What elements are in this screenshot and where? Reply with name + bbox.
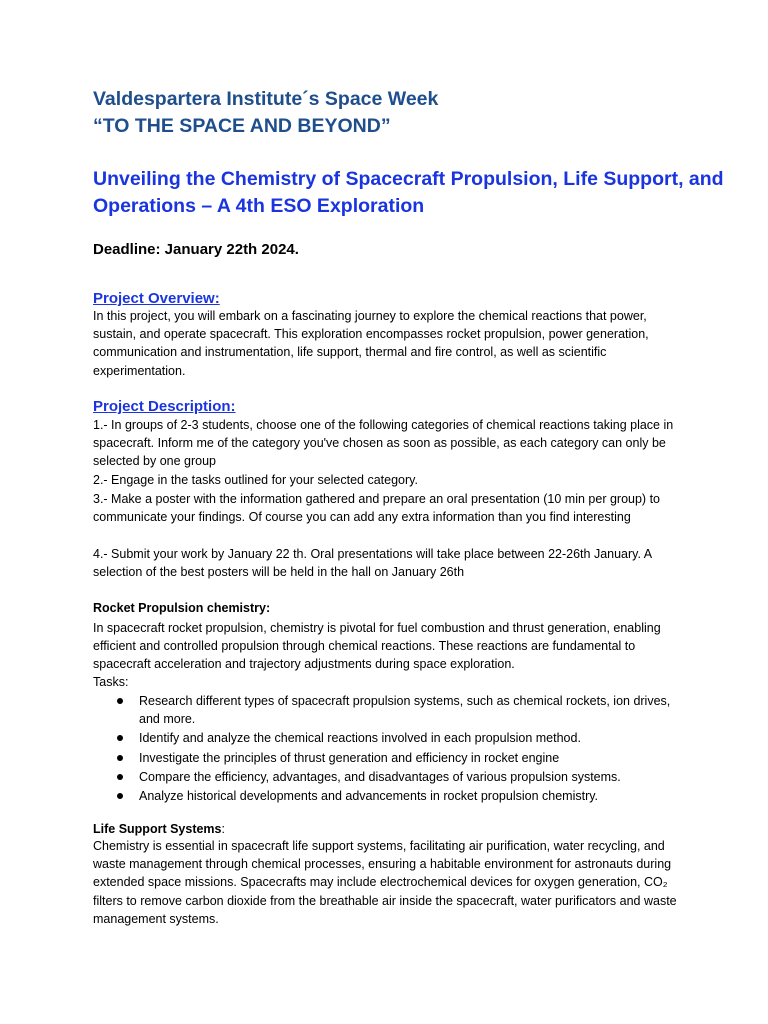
overview-text: In this project, you will embark on a fascinating journey to explore the chemical reactions that power, sustain, and operate spacecraft. This exploration encompasses rocket propulsion, power generation, communication and instrumentation, life support, thermal and fire control, as well as scientific experimentation. [93,309,649,378]
rocket-heading: Rocket Propulsion chemistry: [93,601,271,615]
list-item [93,749,683,767]
list-item [93,692,683,728]
list-item [93,729,683,747]
life-heading: Life Support Systems [93,822,222,836]
description-item-2: 2.- Engage in the tasks outlined for your selected category. [93,473,418,487]
description-item-3: 3.- Make a poster with the information gathered and prepare an oral presentation (10 min per group) to communicate your findings. Of course you can add any extra information than you find interesting [93,492,660,525]
rocket-task-list [93,692,683,806]
description-item-4: 4.- Submit your work by January 22 th. Oral presentations will take place between 22-26th January. A selection of the best posters will be held in the hall on January 26th [93,547,652,580]
rocket-text: In spacecraft rocket propulsion, chemistry is pivotal for fuel combustion and thrust generation, enabling efficient and controlled propulsion through chemical reactions. These reactions are fundamental to spacecraft acceleration and trajectory adjustments during space exploration. [93,621,661,672]
description-heading: Project Description: [93,398,236,415]
bullet-icon [117,774,123,780]
tasks-label: Tasks: [93,675,129,689]
project-title: Unveiling the Chemistry of Spacecraft Propulsion, Life Support, and Operations – A 4th ESO Exploration [93,168,724,217]
life-heading-colon: : [221,822,225,836]
task-text: Investigate the principles of thrust generation and efficiency in rocket engine [139,750,560,765]
event-slogan: “TO THE SPACE AND BEYOND” [93,115,391,137]
list-item [93,768,683,786]
life-text: Chemistry is essential in spacecraft life support systems, facilitating air purification, water recycling, and waste management through chemical processes, ensuring a habitable environment for astronauts during extended space missions. Spacecrafts may include electrochemical devices for oxygen generation, CO₂ filters to remove carbon dioxide from the breathable air inside the spacecraft, water purificators and waste management systems. [93,839,677,926]
bullet-icon [117,755,123,761]
task-text: Identify and analyze the chemical reactions involved in each propulsion method. [139,731,581,746]
task-text: Analyze historical developments and advancements in rocket propulsion chemistry. [139,789,599,804]
description-item-1: 1.- In groups of 2-3 students, choose one of the following categories of chemical reactions taking place in spacecraft. Inform me of the category you've chosen as soon as possible, as each category can only be selected by one group [93,418,674,469]
task-text: Compare the efficiency, advantages, and disadvantages of various propulsion systems. [139,769,621,784]
task-text: Research different types of spacecraft propulsion systems, such as chemical rockets, ion drives, and more. [139,694,671,727]
life-heading-line [93,820,683,838]
deadline: Deadline: January 22th 2024. [93,241,299,258]
overview-heading: Project Overview: [93,290,220,307]
event-title: Valdespartera Institute´s Space Week [93,88,439,110]
bullet-icon [117,698,123,704]
bullet-icon [117,793,123,799]
bullet-icon [117,735,123,741]
list-item [93,787,683,805]
